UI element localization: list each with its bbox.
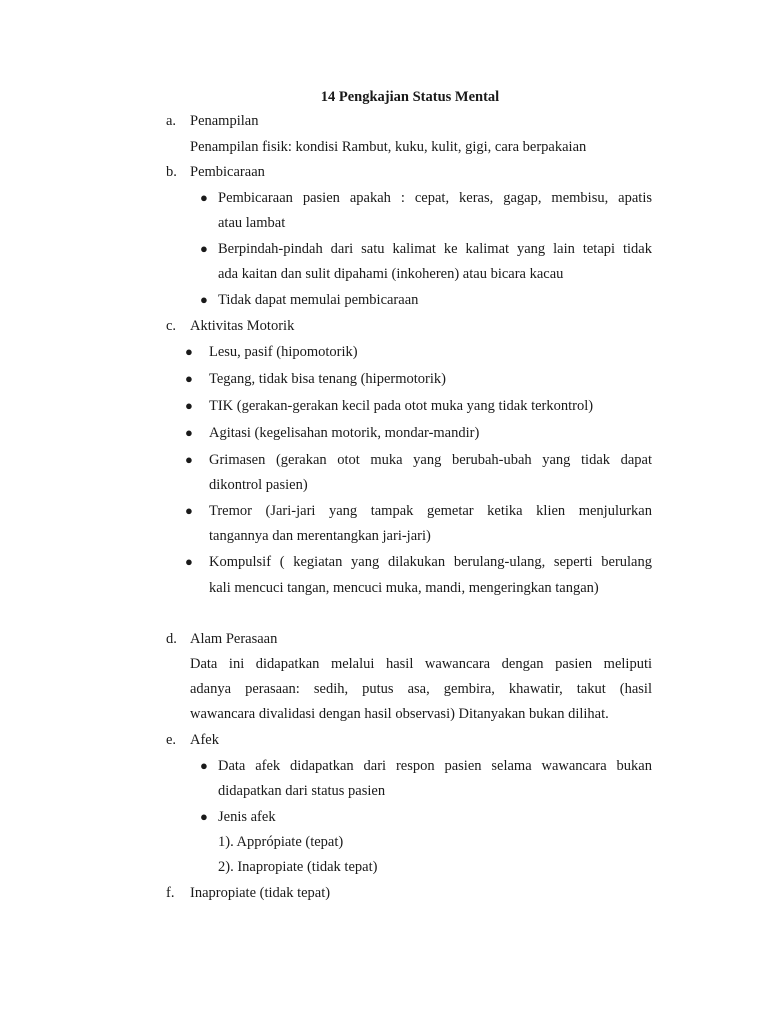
section-d-line-2: adanya perasaan: sedih, putus asa, gembira, khawatir, takut (hasil xyxy=(190,681,652,697)
section-c-item-5-line-2: dikontrol pasien) xyxy=(209,477,308,493)
section-c-item-7-line-1: Kompulsif ( kegiatan yang dilakukan berulang-ulang, seperti berulang xyxy=(209,554,652,570)
section-b-item-1-line-1: Pembicaraan pasien apakah : cepat, keras, gagap, membisu, apatis xyxy=(218,190,652,206)
document-title: 14 Pengkajian Status Mental xyxy=(320,89,500,105)
bullet-icon: ● xyxy=(200,809,208,824)
bullet-icon: ● xyxy=(185,554,193,569)
section-a-heading: Penampilan xyxy=(190,113,259,129)
section-c-item-7-line-2: kali mencuci tangan, mencuci muka, mandi, mengeringkan tangan) xyxy=(209,580,599,596)
section-b-item-2-line-2: ada kaitan dan sulit dipahami (inkoheren) atau bicara kacau xyxy=(218,266,564,282)
section-b-item-2-line-1: Berpindah-pindah dari satu kalimat ke kalimat yang lain tetapi tidak xyxy=(218,241,652,257)
bullet-icon: ● xyxy=(185,452,193,467)
section-c-heading: Aktivitas Motorik xyxy=(190,318,295,334)
section-b-item-3: Tidak dapat memulai pembicaraan xyxy=(218,292,419,308)
section-b-heading: Pembicaraan xyxy=(190,164,265,180)
section-d-line-3: wawancara divalidasi dengan hasil observasi) Ditanyakan bukan dilihat. xyxy=(190,706,609,722)
section-c-letter: c. xyxy=(166,318,177,334)
bullet-icon: ● xyxy=(185,503,193,518)
section-e-heading: Afek xyxy=(190,732,219,748)
section-e-item-1-line-1: Data afek didapatkan dari respon pasien selama wawancara bukan xyxy=(218,758,652,774)
section-d-line-1: Data ini didapatkan melalui hasil wawancara dengan pasien meliputi xyxy=(190,656,652,672)
section-d-heading: Alam Perasaan xyxy=(190,631,278,647)
bullet-icon: ● xyxy=(200,292,208,307)
section-c-item-6-line-2: tangannya dan merentangkan jari-jari) xyxy=(209,528,431,544)
section-a-text: Penampilan fisik: kondisi Rambut, kuku, kulit, gigi, cara berpakaian xyxy=(190,139,587,155)
bullet-icon: ● xyxy=(200,190,208,205)
section-e-item-2: Jenis afek xyxy=(218,809,276,825)
section-b-item-1-line-2: atau lambat xyxy=(218,215,286,231)
section-c-item-3: TIK (gerakan-gerakan kecil pada otot muka yang tidak terkontrol) xyxy=(209,398,594,414)
section-b-letter: b. xyxy=(166,164,177,180)
section-e-letter: e. xyxy=(166,732,177,748)
section-e-subitem-2: 2). Inapropiate (tidak tepat) xyxy=(218,859,378,875)
section-c-item-2: Tegang, tidak bisa tenang (hipermotorik) xyxy=(209,371,446,387)
bullet-icon: ● xyxy=(185,425,193,440)
bullet-icon: ● xyxy=(185,344,193,359)
bullet-icon: ● xyxy=(200,241,208,256)
section-f-heading: Inapropiate (tidak tepat) xyxy=(190,885,331,901)
section-c-item-5-line-1: Grimasen (gerakan otot muka yang berubah-ubah yang tidak dapat xyxy=(209,452,652,468)
section-a-letter: a. xyxy=(166,113,177,129)
section-c-item-6-line-1: Tremor (Jari-jari yang tampak gemetar ketika klien menjulurkan xyxy=(209,503,652,519)
bullet-icon: ● xyxy=(185,398,193,413)
section-e-item-1-line-2: didapatkan dari status pasien xyxy=(218,783,386,799)
bullet-icon: ● xyxy=(200,758,208,773)
section-d-letter: d. xyxy=(166,631,177,647)
section-f-letter: f. xyxy=(166,885,175,901)
section-e-subitem-1: 1). Apprópiate (tepat) xyxy=(218,834,344,850)
section-c-item-4: Agitasi (kegelisahan motorik, mondar-mandir) xyxy=(209,425,480,441)
section-c-item-1: Lesu, pasif (hipomotorik) xyxy=(209,344,358,360)
bullet-icon: ● xyxy=(185,371,193,386)
